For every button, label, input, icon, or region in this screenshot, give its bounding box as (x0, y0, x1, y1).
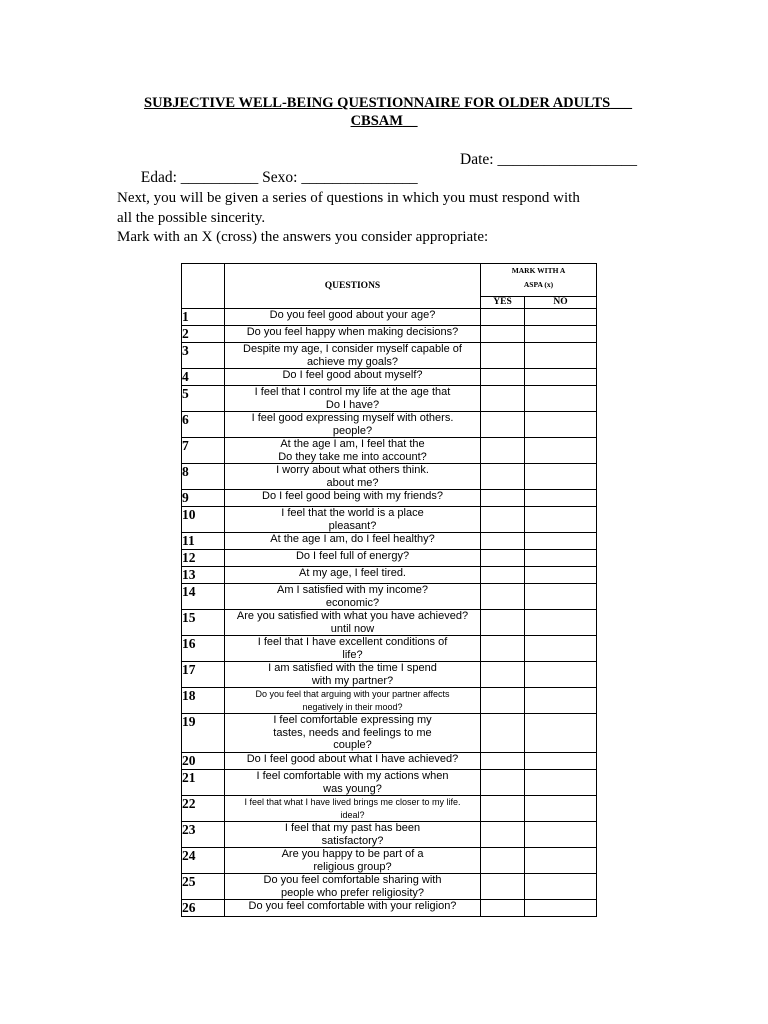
question-number: 22 (182, 796, 225, 822)
table-row (182, 900, 597, 917)
table-row (182, 688, 597, 714)
instructions-line-2: all the possible sincerity. (117, 209, 266, 226)
question-number: 23 (182, 822, 225, 848)
yes-answer-cell[interactable] (481, 343, 525, 369)
no-answer-cell[interactable] (525, 753, 597, 770)
question-number: 19 (182, 714, 225, 753)
yes-answer-cell[interactable] (481, 412, 525, 438)
question-text: I feel that my past has been satisfactory? (225, 822, 481, 848)
question-text: Do you feel happy when making decisions? (225, 326, 481, 343)
question-number: 10 (182, 507, 225, 533)
table-row (182, 874, 597, 900)
no-answer-cell[interactable] (525, 533, 597, 550)
table-row (182, 636, 597, 662)
no-answer-cell[interactable] (525, 874, 597, 900)
no-answer-cell[interactable] (525, 770, 597, 796)
no-answer-cell[interactable] (525, 636, 597, 662)
question-text: I feel that I have excellent conditions of life? (225, 636, 481, 662)
yes-answer-cell[interactable] (481, 770, 525, 796)
table-row (182, 567, 597, 584)
questionnaire-table (181, 263, 597, 917)
table-row (182, 584, 597, 610)
no-answer-cell[interactable] (525, 610, 597, 636)
no-header: NO (525, 296, 597, 308)
edad-sexo-field[interactable]: Edad: __________ Sexo: _______________ (140, 169, 418, 186)
question-number: 11 (182, 533, 225, 550)
no-answer-cell[interactable] (525, 369, 597, 386)
table-row (182, 822, 597, 848)
question-text: Do you feel comfortable with your religion? (225, 900, 481, 917)
question-number: 9 (182, 490, 225, 507)
question-text: Do you feel good about your age? (225, 309, 481, 326)
question-text: Do I feel good being with my friends? (225, 490, 481, 507)
question-text: Am I satisfied with my income? economic? (225, 584, 481, 610)
yes-answer-cell[interactable] (481, 326, 525, 343)
yes-answer-cell[interactable] (481, 796, 525, 822)
yes-answer-cell[interactable] (481, 688, 525, 714)
question-number: 13 (182, 567, 225, 584)
question-number: 12 (182, 550, 225, 567)
yes-answer-cell[interactable] (481, 714, 525, 753)
question-number: 6 (182, 412, 225, 438)
yes-answer-cell[interactable] (481, 753, 525, 770)
table-row (182, 714, 597, 753)
table-row (182, 848, 597, 874)
yes-answer-cell[interactable] (481, 662, 525, 688)
no-answer-cell[interactable] (525, 343, 597, 369)
question-text: Despite my age, I consider myself capable of achieve my goals? (225, 343, 481, 369)
question-number: 14 (182, 584, 225, 610)
question-number: 5 (182, 386, 225, 412)
title-line-1: SUBJECTIVE WELL-BEING QUESTIONNAIRE FOR OLDER ADULTS (144, 95, 611, 111)
question-number: 7 (182, 438, 225, 464)
question-text: At my age, I feel tired. (225, 567, 481, 584)
question-text: Are you satisfied with what you have achieved? until now (225, 610, 481, 636)
table-row (182, 662, 597, 688)
question-number: 16 (182, 636, 225, 662)
document-title (0, 94, 768, 130)
no-answer-cell[interactable] (525, 567, 597, 584)
yes-answer-cell[interactable] (481, 874, 525, 900)
yes-answer-cell[interactable] (481, 533, 525, 550)
no-answer-cell[interactable] (525, 796, 597, 822)
no-answer-cell[interactable] (525, 438, 597, 464)
no-answer-cell[interactable] (525, 326, 597, 343)
table-row (182, 369, 597, 386)
table-row (182, 550, 597, 567)
no-answer-cell[interactable] (525, 900, 597, 917)
question-text: I feel good expressing myself with others. people? (225, 412, 481, 438)
number-header (182, 264, 225, 309)
mark-header-line-2: ASPA (x) (523, 280, 554, 289)
question-text: Are you happy to be part of a religious group? (225, 848, 481, 874)
table-row (182, 309, 597, 326)
question-number: 2 (182, 326, 225, 343)
title-line-1-trail: ___ (610, 95, 632, 111)
question-text: I feel comfortable expressing my tastes, needs and feelings to me couple? (225, 714, 481, 753)
yes-answer-cell[interactable] (481, 822, 525, 848)
no-answer-cell[interactable] (525, 714, 597, 753)
question-number: 21 (182, 770, 225, 796)
no-answer-cell[interactable] (525, 309, 597, 326)
question-rows (182, 309, 597, 917)
yes-answer-cell[interactable] (481, 386, 525, 412)
yes-answer-cell[interactable] (481, 438, 525, 464)
no-answer-cell[interactable] (525, 386, 597, 412)
question-text: I feel that the world is a place pleasant? (225, 507, 481, 533)
table-row (182, 533, 597, 550)
yes-answer-cell[interactable] (481, 490, 525, 507)
question-text: Do I feel good about myself? (225, 369, 481, 386)
question-text: Do you feel that arguing with your partner affects negatively in their mood? (225, 688, 481, 714)
yes-answer-cell[interactable] (481, 584, 525, 610)
table-row (182, 464, 597, 490)
yes-answer-cell[interactable] (481, 636, 525, 662)
table-row (182, 412, 597, 438)
yes-header: YES (481, 296, 525, 308)
question-text: I feel that what I have lived brings me closer to my life. ideal? (225, 796, 481, 822)
table-row (182, 490, 597, 507)
no-answer-cell[interactable] (525, 412, 597, 438)
question-number: 20 (182, 753, 225, 770)
no-answer-cell[interactable] (525, 848, 597, 874)
table-row (182, 386, 597, 412)
table-row (182, 343, 597, 369)
question-number: 17 (182, 662, 225, 688)
no-answer-cell[interactable] (525, 550, 597, 567)
date-field[interactable]: Date: __________________ (460, 151, 637, 168)
questions-header: QUESTIONS (225, 264, 481, 309)
table-row (182, 753, 597, 770)
no-answer-cell[interactable] (525, 662, 597, 688)
yes-answer-cell[interactable] (481, 567, 525, 584)
table-row (182, 796, 597, 822)
question-number: 8 (182, 464, 225, 490)
yes-answer-cell[interactable] (481, 900, 525, 917)
question-text: I am satisfied with the time I spend with my partner? (225, 662, 481, 688)
title-line-2-trail: __ (402, 113, 418, 129)
no-answer-cell[interactable] (525, 507, 597, 533)
instructions-line-3: Mark with an X (cross) the answers you consider appropriate: (117, 229, 489, 245)
question-number: 1 (182, 309, 225, 326)
question-number: 15 (182, 610, 225, 636)
table-row (182, 610, 597, 636)
question-text: At the age I am, I feel that the Do they take me into account? (225, 438, 481, 464)
question-text: Do you feel comfortable sharing with people who prefer religiosity? (225, 874, 481, 900)
mark-header (481, 264, 597, 297)
table-row (182, 507, 597, 533)
question-number: 24 (182, 848, 225, 874)
yes-answer-cell[interactable] (481, 507, 525, 533)
no-answer-cell[interactable] (525, 464, 597, 490)
question-text: I feel that I control my life at the age that Do I have? (225, 386, 481, 412)
question-text: At the age I am, do I feel healthy? (225, 533, 481, 550)
table-row (182, 326, 597, 343)
instructions-line-1: Next, you will be given a series of questions in which you must respond with (117, 190, 580, 206)
question-text: Do I feel full of energy? (225, 550, 481, 567)
title-line-2: CBSAM (350, 113, 403, 129)
question-number: 4 (182, 369, 225, 386)
yes-answer-cell[interactable] (481, 309, 525, 326)
yes-answer-cell[interactable] (481, 369, 525, 386)
no-answer-cell[interactable] (525, 490, 597, 507)
no-answer-cell[interactable] (525, 822, 597, 848)
question-text: Do I feel good about what I have achieved? (225, 753, 481, 770)
no-answer-cell[interactable] (525, 688, 597, 714)
instructions (117, 189, 637, 248)
question-number: 25 (182, 874, 225, 900)
question-text: I worry about what others think. about me? (225, 464, 481, 490)
no-answer-cell[interactable] (525, 584, 597, 610)
table-row (182, 770, 597, 796)
question-text: I feel comfortable with my actions when was young? (225, 770, 481, 796)
mark-header-line-1: MARK WITH A (511, 266, 566, 275)
table-row (182, 438, 597, 464)
yes-answer-cell[interactable] (481, 848, 525, 874)
yes-answer-cell[interactable] (481, 550, 525, 567)
yes-answer-cell[interactable] (481, 464, 525, 490)
question-number: 18 (182, 688, 225, 714)
question-number: 3 (182, 343, 225, 369)
yes-answer-cell[interactable] (481, 610, 525, 636)
question-number: 26 (182, 900, 225, 917)
